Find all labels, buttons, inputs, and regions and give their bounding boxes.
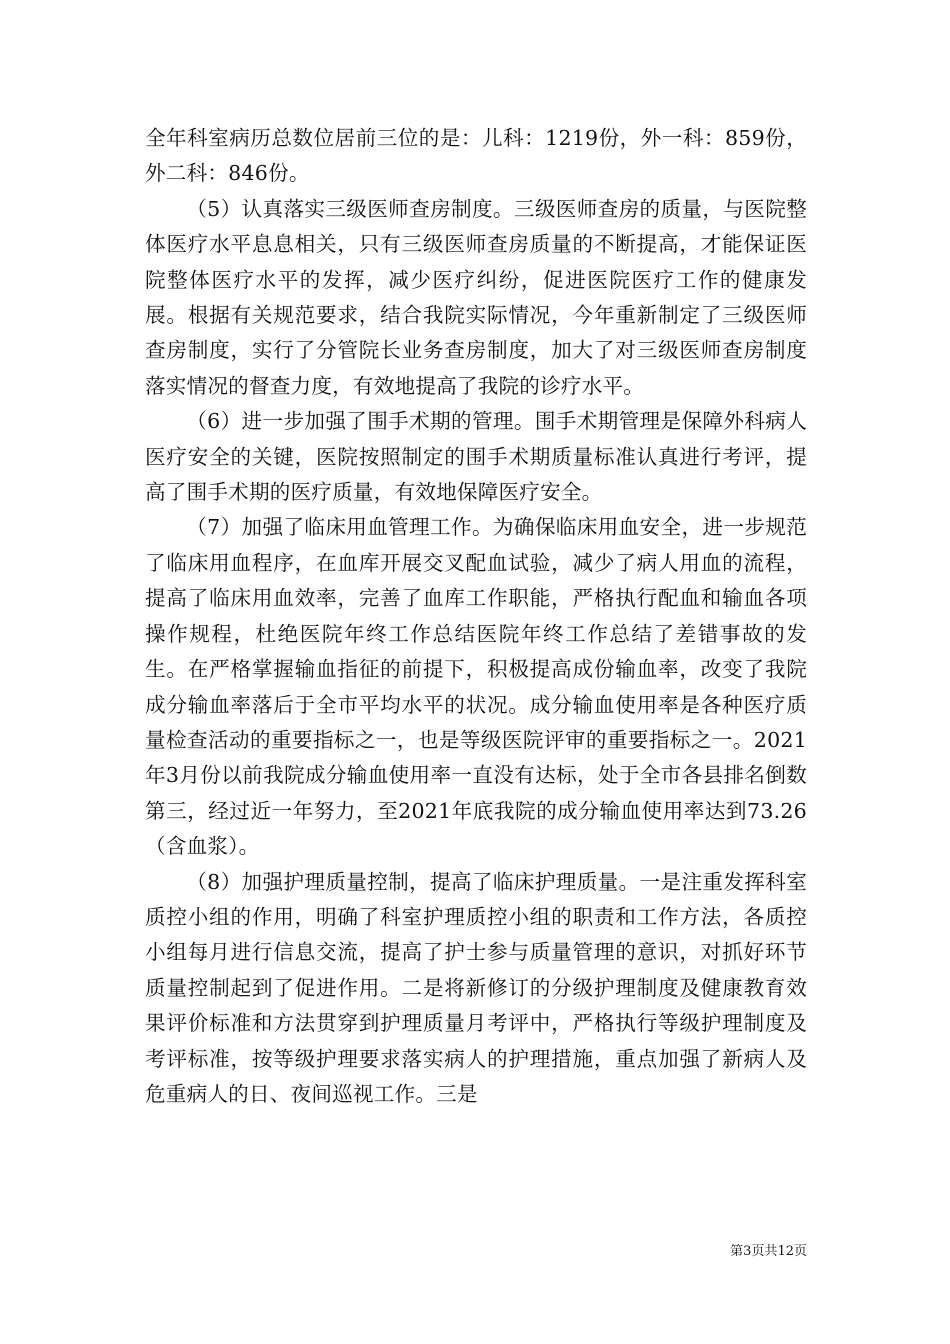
page-number-footer: 第3页共12页: [730, 1244, 807, 1259]
paragraph-item-8: （8）加强护理质量控制，提高了临床护理质量。一是注重发挥科室质控小组的作用，明确了科室护理质控小组的职责和工作方法，各质控小组每月进行信息交流，提高了护士参与质量管理的意识，对抓好环节质量控制起到了促进作用。二是将新修订的分级护理制度及健康教育效果评价标准和方法贯穿到护理质量月考评中，严格执行等级护理制度及考评标准，按等级护理要求落实病人的护理措施，重点加强了新病人及危重病人的日、夜间巡视工作。三是: [145, 869, 807, 1106]
paragraph-item-7: （7）加强了临床用血管理工作。为确保临床用血安全，进一步规范了临床用血程序，在血库开展交叉配血试验，减少了病人用血的流程，提高了临床用血效率，完善了血库工作职能，严格执行配血和输血各项操作规程，杜绝医院年终工作总结医院年终工作总结了差错事故的发生。在严格掌握输血指征的前提下，积极提高成份输血率，改变了我院成分输血率落后于全市平均水平的状况。成分输血使用率是各种医疗质量检查活动的重要指标之一，也是等级医院评审的重要指标之一。2021年3月份以前我院成分输血使用率一直没有达标，处于全市各县排名倒数第三，经过近一年努力，至2021年底我院的成分输血使用率达到73.26（含血浆）。: [145, 515, 807, 859]
body-text: [145, 121, 807, 1112]
paragraph-item-5: （5）认真落实三级医师查房制度。三级医师查房的质量，与医院整体医疗水平息息相关，只有三级医师查房质量的不断提高，才能保证医院整体医疗水平的发挥，减少医疗纠纷，促进医院医疗工作的健康发展。根据有关规范要求，结合我院实际情况，今年重新制定了三级医师查房制度，实行了分管院长业务查房制度，加大了对三级医师查房制度落实情况的督查力度，有效地提高了我院的诊疗水平。: [145, 196, 807, 398]
paragraph-continued: 全年科室病历总数位居前三位的是：儿科：1219份，外一科：859份，外二科：846份。: [145, 126, 807, 186]
paragraph-item-6: （6）进一步加强了围手术期的管理。围手术期管理是保障外科病人医疗安全的关键，医院按照制定的围手术期质量标准认真进行考评，提高了围手术期的医疗质量，有效地保障医疗安全。: [145, 409, 807, 505]
